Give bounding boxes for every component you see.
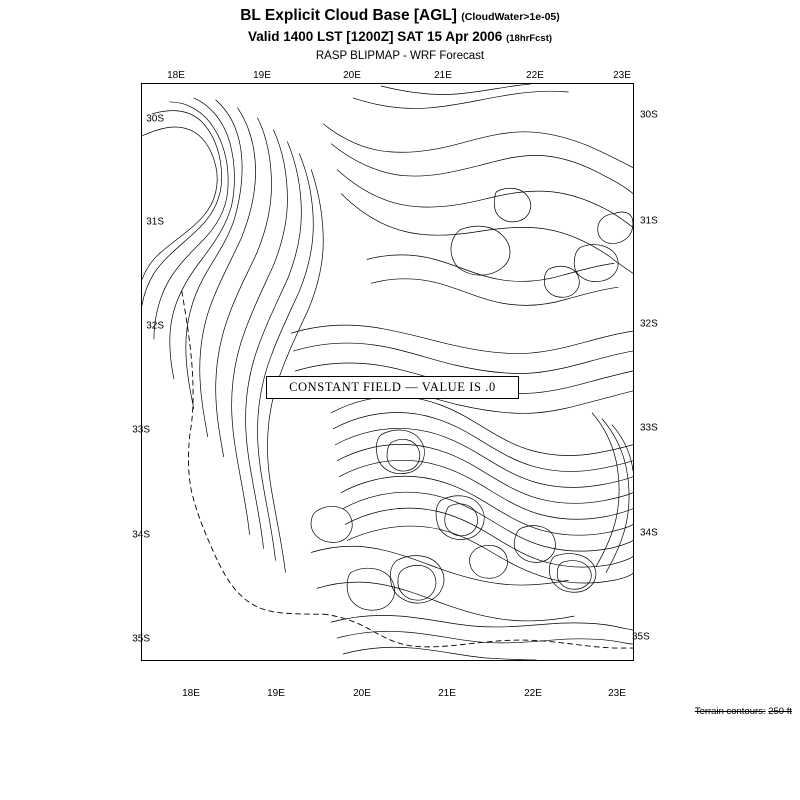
- tick-top-2: 20E: [343, 70, 361, 81]
- constant-field-text: CONSTANT FIELD — VALUE IS .0: [289, 380, 496, 394]
- forecast-hour: (18hrFcst): [506, 33, 553, 44]
- valid-time: [0, 27, 800, 48]
- terrain-contour-note: [695, 706, 792, 717]
- terrain-note-prefix: Terrain contours:: [694, 706, 766, 717]
- tick-right-5: 35S: [632, 631, 650, 643]
- tick-bottom-5: 23E: [608, 688, 626, 699]
- tick-bottom-1: 19E: [267, 688, 285, 699]
- tick-right-1: 31S: [640, 215, 658, 227]
- page-title: [0, 6, 800, 27]
- tick-left-5: 35S: [132, 633, 150, 645]
- tick-right-0: 30S: [640, 109, 658, 121]
- tick-bottom-3: 21E: [438, 688, 456, 699]
- tick-left-4: 34S: [132, 529, 150, 541]
- chart-title-block: [0, 6, 800, 65]
- title-main-suffix: (CloudWater>1e-05): [461, 11, 560, 23]
- terrain-contour-map: [142, 84, 633, 660]
- map-plot-area: [141, 83, 634, 661]
- tick-right-3: 33S: [640, 422, 658, 434]
- tick-left-1: 31S: [146, 216, 164, 228]
- tick-top-3: 21E: [434, 70, 452, 81]
- constant-field-banner: [266, 376, 519, 399]
- tick-bottom-2: 20E: [353, 688, 371, 699]
- tick-bottom-4: 22E: [524, 688, 542, 699]
- tick-top-5: 23E: [613, 70, 631, 81]
- tick-right-4: 34S: [640, 527, 658, 539]
- chart-source: RASP BLIPMAP - WRF Forecast: [315, 50, 485, 62]
- tick-right-2: 32S: [640, 318, 658, 330]
- tick-left-0: 30S: [146, 113, 164, 125]
- tick-left-3: 33S: [132, 424, 150, 436]
- title-main: BL Explicit Cloud Base [AGL]: [240, 7, 457, 24]
- tick-top-0: 18E: [167, 70, 185, 81]
- tick-top-4: 22E: [526, 70, 544, 81]
- tick-top-1: 19E: [253, 70, 271, 81]
- tick-left-2: 32S: [146, 320, 164, 332]
- tick-bottom-0: 18E: [182, 688, 200, 699]
- valid-time-text: Valid 1400 LST [1200Z] SAT 15 Apr 2006: [247, 29, 503, 44]
- terrain-note-value: 250 ft: [768, 706, 792, 717]
